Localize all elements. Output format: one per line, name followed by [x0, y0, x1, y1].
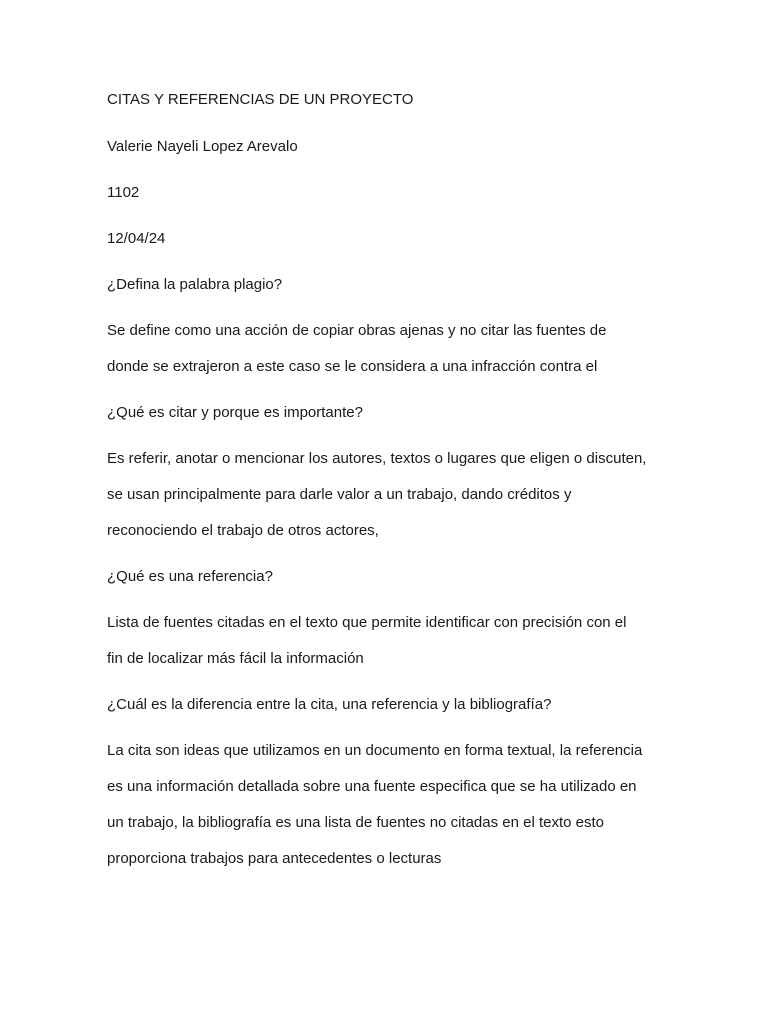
author-name: Valerie Nayeli Lopez Arevalo — [107, 138, 298, 155]
answer-line: un trabajo, la bibliografía es una lista de fuentes no citadas en el texto esto — [107, 814, 604, 831]
question-diferencia: ¿Cuál es la diferencia entre la cita, una referencia y la bibliografía? — [107, 696, 552, 713]
answer-line: Lista de fuentes citadas en el texto que permite identificar con precisión con el — [107, 614, 627, 631]
answer-line: Se define como una acción de copiar obras ajenas y no citar las fuentes de — [107, 322, 607, 339]
answer-line: Es referir, anotar o mencionar los autores, textos o lugares que eligen o discuten, — [107, 450, 647, 467]
answer-line: se usan principalmente para darle valor a un trabajo, dando créditos y — [107, 486, 572, 503]
question-plagio: ¿Defina la palabra plagio? — [107, 276, 283, 293]
question-citar: ¿Qué es citar y porque es importante? — [107, 404, 363, 421]
question-referencia: ¿Qué es una referencia? — [107, 568, 273, 585]
document-date: 12/04/24 — [107, 230, 166, 247]
answer-line: fin de localizar más fácil la información — [107, 650, 364, 667]
answer-line: reconociendo el trabajo de otros actores, — [107, 522, 379, 539]
answer-line: donde se extrajeron a este caso se le considera a una infracción contra el — [107, 358, 598, 375]
document-title: CITAS Y REFERENCIAS DE UN PROYECTO — [107, 91, 414, 108]
answer-line: es una información detallada sobre una fuente especifica que se ha utilizado en — [107, 778, 637, 795]
answer-line: proporciona trabajos para antecedentes o lecturas — [107, 850, 442, 867]
group-number: 1102 — [107, 184, 140, 201]
answer-line: La cita son ideas que utilizamos en un documento en forma textual, la referencia — [107, 742, 643, 759]
